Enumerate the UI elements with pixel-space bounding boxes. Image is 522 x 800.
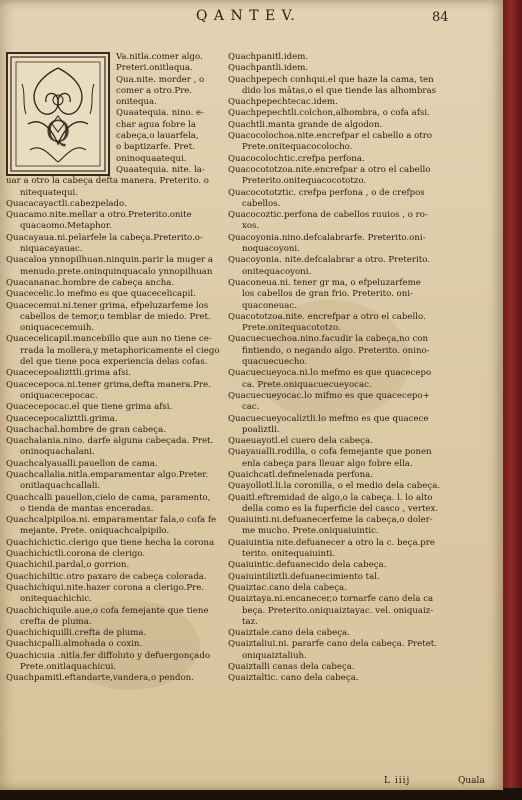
- dictionary-entry-line: oninoquachalani.: [20, 447, 95, 458]
- dictionary-entry-line: fintiendo, o negando algo. Preterito. onino-: [242, 345, 430, 356]
- dictionary-entry-line: della como es la fuperficie del casco , vertex.: [242, 503, 439, 514]
- dictionary-entry-line: Quaiuintia nite.defuanecer a otro la c. beça.pre: [228, 537, 435, 548]
- dictionary-entry-line: Quachichiqui.nite.hazer corona a clerigo.Pre.: [6, 582, 205, 593]
- dictionary-entry-line: onitequacoyoni.: [242, 266, 312, 277]
- dictionary-entry-line: Quacamo.nite.mellar a otro.Preterito.onite: [6, 210, 192, 221]
- dictionary-entry-line: o tienda de mantas enceradas.: [20, 503, 154, 514]
- dictionary-entry-line: Prete.onitlaquachicui.: [20, 662, 117, 673]
- dictionary-entry-line: xos.: [242, 221, 260, 232]
- dictionary-entry-line: Quachichictic.clerigo que tiene hecha la corona: [6, 537, 215, 548]
- dictionary-entry-line: Quachachal.hombre de gran cabeça.: [6, 424, 166, 435]
- dictionary-entry-line: onitequachichic.: [20, 594, 92, 605]
- dictionary-entry-line: Quacocototztic. crefpa perfona , o de crefpos: [228, 187, 425, 198]
- dictionary-entry-line: Quacocolochoa.nite.encrefpar el cabello a otro: [228, 131, 433, 142]
- dictionary-entry-line: Quachichiquile.aue,o cofa femejante que tiene: [6, 605, 209, 616]
- dictionary-entry-line: uar a otro la cabeça defta manera. Preterito. o: [6, 176, 209, 187]
- dictionary-entry-line: cabellos.: [242, 198, 281, 209]
- dictionary-entry-line: Quacuecuechoa.nino.facudir la cabeça,no con: [228, 334, 429, 345]
- dictionary-entry-line: Quachpepech conhqui.el que haze la cama, ten: [228, 74, 434, 85]
- dictionary-entry-line: Quachichictli.corona de clerigo.: [6, 549, 146, 560]
- dictionary-entry-line: Quachpamitl.eftandarte,vandera,o pendon.: [6, 673, 194, 684]
- dictionary-entry-line: Quaiztaya.ni.encanecer,o tornarfe cano dela ca: [228, 594, 434, 605]
- dictionary-entry-line: cabeça,o lauarfela,: [116, 131, 199, 142]
- dictionary-entry-line: onitlaquachcallali.: [20, 481, 101, 492]
- dictionary-entry-line: Quaiztalli canas dela cabeça.: [228, 662, 355, 673]
- dictionary-entry-line: Quacocoztic.perfona de cabellos ruuios , o ro-: [228, 210, 428, 221]
- dictionary-entry-line: Quacecepocalizttli.grima.: [6, 413, 118, 424]
- dictionary-entry-line: cabellos de temor,o temblar de miedo. Pret.: [20, 311, 211, 322]
- dictionary-entry-line: Quacecelicapil.mancebillo que aun no tiene ce-: [6, 334, 212, 345]
- dictionary-entry-line: cac.: [242, 402, 260, 413]
- dictionary-entry-line: Quacocolochtic.crefpa perfona.: [228, 153, 365, 164]
- dictionary-entry-line: niquacayauac.: [20, 244, 83, 255]
- dictionary-entry-line: oniquacecepocac.: [20, 390, 98, 401]
- dictionary-entry-line: terito. onitequaiuinti.: [242, 549, 335, 560]
- dictionary-entry-line: Quachalania.nino. darfe alguna cabeçada. Pret.: [6, 436, 214, 447]
- dictionary-entry-line: mejante. Prete. oniquachcalpipilo.: [20, 526, 170, 537]
- dictionary-entry-line: Quachpanitl.idem.: [228, 52, 309, 62]
- dictionary-entry-line: Quacuecueyocaliztli.lo mefmo es que quacece: [228, 413, 429, 424]
- dictionary-entry-line: Prete.onitequacototzo.: [242, 323, 341, 334]
- dictionary-entry-line: Quacocototzoa.nite.encrefpar a otro el cabello: [228, 164, 431, 175]
- dictionary-entry-line: Quacaloa ynnopilhuan.ninquin.parir la muger a: [6, 255, 214, 266]
- dictionary-entry-line: Quacototzoa.nite. encrefpar a otro el cabello.: [228, 311, 426, 322]
- dictionary-entry-line: Quacecepoca.ni.tener grima,defta manera.Pre.: [6, 379, 211, 390]
- dictionary-entry-line: Quaiztac.cano dela cabeça.: [228, 582, 347, 593]
- dictionary-entry-line: Quacecemui.ni.tener grima, efpeluzarfeme los: [6, 300, 209, 311]
- dictionary-entry-line: Quacacayactli.cabezpelado.: [6, 198, 127, 209]
- dictionary-entry-line: noquacoyoni.: [242, 244, 300, 255]
- dictionary-entry-line: Quacecelic.lo mefmo es que quacecelicapil.: [6, 289, 196, 300]
- dictionary-entry-line: Quayollotl.li.la coronilla, o el medio dela cabeça.: [228, 481, 441, 492]
- dictionary-entry-line: Preterito.onitequacocototzo.: [242, 176, 367, 187]
- dictionary-entry-line: Quachichiquilli.crefta de pluma.: [6, 628, 147, 639]
- dictionary-entry-line: Quaiuintic.defuanecido dela cabeça.: [228, 560, 387, 571]
- dictionary-entry-line: Quachcallalia.nitla.emparamentar algo.Preter.: [6, 469, 209, 480]
- dictionary-entry-line: Quaiztaliui.ni. pararfe cano dela cabeça. Pretet.: [228, 639, 437, 650]
- dictionary-entry-line: Quaeuayotl.el cuero dela cabeça.: [228, 436, 373, 447]
- svg-text:Q: Q: [45, 115, 71, 150]
- dictionary-entry-line: los cabellos de gran frio. Preterito. oni-: [242, 289, 413, 300]
- dictionary-entry-line: onitequa.: [116, 97, 157, 108]
- dictionary-entry-line: Preteri.onitlaqua.: [116, 63, 193, 74]
- dictionary-entry-line: Quacecepocac.el que tiene grima afsi.: [6, 402, 173, 413]
- catchword: Quala: [458, 776, 485, 786]
- dictionary-entry-line: dido los mātas,o el que tiende las alhombras: [242, 85, 437, 96]
- dictionary-entry-line: beça. Preterito.oniquaiztayac. vel. oniquaiz-: [242, 605, 434, 616]
- dictionary-entry-line: Quachpepechtecac.idem.: [228, 97, 338, 108]
- dictionary-entry-line: quaconeuac.: [242, 300, 297, 311]
- dictionary-entry-line: Quacoyonia.nino.defcalabrarfe. Preterito.oni-: [228, 232, 426, 243]
- dictionary-entry-line: rrada la mollera,y metaphoricamente el ciego: [20, 345, 220, 356]
- dictionary-entry-line: Quachpepechtli.colchon,alhombra, o cofa afsi.: [228, 108, 430, 119]
- dictionary-entry-line: Quachcalpipiloa.ni. emparamentar fala,o cofa fe: [6, 515, 217, 526]
- dictionary-entry-line: Quaiztale.cano dela cabeça.: [228, 628, 350, 639]
- dictionary-entry-line: char agua fobre la: [116, 119, 196, 130]
- dictionary-entry-line: Quachtli.manta grande de algodon.: [228, 119, 383, 130]
- dictionary-entry-line: Va.nitla.comer algo.: [116, 52, 203, 62]
- dictionary-entry-line: Quacoyonia. nite.defcalabrar a otro. Preterito.: [228, 255, 430, 266]
- dictionary-entry-line: Quacuecueyocac.lo mifmo es que quacecepo+: [228, 390, 430, 401]
- dictionary-entry-line: Quachichil.pardal,o gorrion.: [6, 560, 130, 571]
- dictionary-entry-line: ca. Prete.oniquacuecueyocac.: [242, 379, 372, 390]
- dictionary-entry-line: enla cabeça para lleuar algo fobre ella.: [242, 458, 413, 469]
- dictionary-entry-line: me mucho. Prete.oniquaiuintic.: [242, 526, 379, 537]
- dictionary-entry-line: Quachcalli pauellon,cielo de cama, paramento,: [6, 492, 211, 503]
- dictionary-entry-line: comer a otro.Pre.: [116, 85, 193, 96]
- dictionary-entry-line: Prete.onitequacocolocho.: [242, 142, 353, 153]
- dictionary-entry-line: Quacuecueyoca.ni.lo mefmo es que quacecepo: [228, 368, 432, 379]
- dictionary-entry-line: o baptizarfe. Pret.: [116, 142, 195, 153]
- signature-mark: L iiij: [384, 776, 411, 786]
- dictionary-entry-line: Quaiuinti.ni.defuanecerfeme la cabeça,o doler-: [228, 515, 433, 526]
- dictionary-entry-line: oniquacecemuih.: [20, 323, 95, 334]
- dictionary-entry-line: crefta de pluma.: [20, 616, 92, 627]
- dictionary-entry-line: quacuecuecho.: [242, 357, 308, 368]
- dictionary-entry-line: Quacananac.hombre de cabeça ancha.: [6, 277, 175, 288]
- dictionary-entry-line: Quaatequia. nino. e-: [116, 108, 205, 119]
- dictionary-entry-line: Quaconeua.ni. tener gr ma, o efpeluzarfeme: [228, 277, 421, 288]
- dictionary-entry-line: Quaiuintiliztli.defuanecimiento tal.: [228, 571, 380, 582]
- dictionary-entry-line: nitequatequi.: [20, 187, 79, 198]
- left-column: [6, 52, 221, 685]
- dictionary-entry-line: Quachcalyaualli.pauellon de cama.: [6, 458, 158, 469]
- dictionary-entry-line: oninoquaatequi.: [116, 153, 187, 164]
- dictionary-entry-line: poaliztli.: [242, 424, 280, 435]
- dictionary-entry-line: Quachpantli.idem.: [228, 63, 309, 74]
- dictionary-entry-line: Quaiztaltic. cano dela cabeça.: [228, 673, 359, 684]
- book-cover-edge: [502, 0, 522, 800]
- dictionary-entry-line: oniquaiztaliuh.: [242, 650, 307, 661]
- dictionary-entry-line: Qua.nite. morder , o: [116, 74, 205, 85]
- dictionary-entry-line: Quaitl.eftremidad de algo,o la cabeça. l. lo alto: [228, 492, 433, 503]
- dictionary-entry-line: del que tiene poca experiencia delas cofas.: [20, 357, 208, 368]
- dictionary-entry-line: Quachicuia .nitla.fer diffoluto y defuergonçado: [6, 650, 211, 661]
- dictionary-entry-line: Quaatequia. nite. la-: [116, 164, 205, 175]
- dictionary-entry-line: Quachichiltic.otro paxaro de cabeça colorada.: [6, 571, 207, 582]
- dictionary-entry-line: quacaomo.Metaphor.: [20, 221, 112, 232]
- dictionary-entry-line: Quacayaua.ni.pelarfele la cabeça.Preterito.o-: [6, 232, 203, 243]
- dictionary-entry-line: menudo.prete.oninquinquacalo ynnopilhuan: [20, 266, 213, 277]
- dictionary-entry-line: taz.: [242, 616, 258, 627]
- running-head: Q A N T E V.: [196, 8, 296, 24]
- dictionary-entry-line: Quachicpalli.almohada o coxin.: [6, 639, 143, 650]
- dictionary-entry-line: Quaichcatl.defmelenada perfona.: [228, 469, 373, 480]
- dictionary-entry-line: Quayaualli.rodilla, o cofa femejante que ponen: [228, 447, 432, 458]
- right-column: [228, 52, 500, 685]
- dictionary-entry-line: Quacecepoalizttli.grima afsi.: [6, 368, 132, 379]
- folio-number: 84: [432, 10, 449, 25]
